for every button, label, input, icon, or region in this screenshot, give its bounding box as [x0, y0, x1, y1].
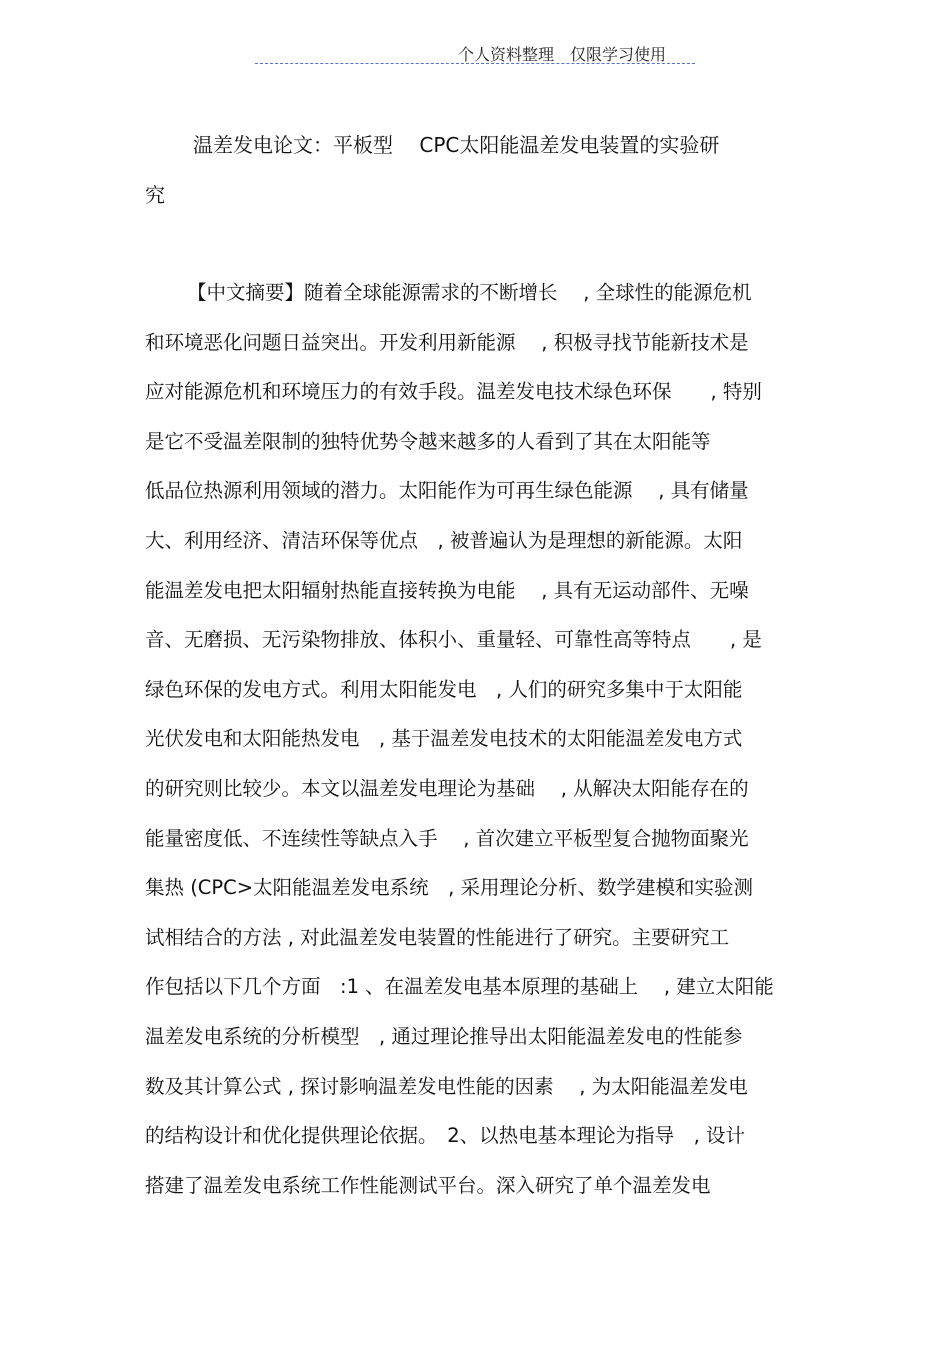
abstract-line: 的研究则比较少。本文以温差发电理论为基础 , 从解决太阳能存在的: [145, 776, 749, 800]
abstract-line: 低品位热源利用领域的潜力。太阳能作为可再生绿色能源 , 具有储量: [145, 479, 749, 503]
abstract-line: 是它不受温差限制的独特优势令越来越多的人看到了其在太阳能等: [145, 429, 711, 453]
abstract-line: 作包括以下几个方面 :1 、在温差发电基本原理的基础上 , 建立太阳能: [145, 975, 774, 999]
abstract-line: 试相结合的方法 , 对此温差发电装置的性能进行了研究。主要研究工: [145, 925, 730, 949]
abstract-body: [145, 268, 825, 1210]
abstract-line: 搭建了温差发电系统工作性能测试平台。深入研究了单个温差发电: [145, 1173, 711, 1197]
title-line: 温差发电论文：平板型 CPC太阳能温差发电装置的实验研: [193, 133, 720, 157]
abstract-line: 光伏发电和太阳能热发电 , 基于温差发电技术的太阳能温差发电方式: [145, 727, 743, 751]
abstract-line: 集热 (CPC>太阳能温差发电系统 , 采用理论分析、数学建模和实验测: [145, 876, 754, 900]
abstract-line: 绿色环保的发电方式。利用太阳能发电 , 人们的研究多集中于太阳能: [145, 677, 743, 701]
abstract-line: 能温差发电把太阳辐射热能直接转换为电能 , 具有无运动部件、无噪: [145, 578, 749, 602]
abstract-line: 和环境恶化问题日益突出。开发利用新能源 , 积极寻找节能新技术是: [145, 330, 749, 354]
abstract-line: 大、利用经济、清洁环保等优点 , 被普遍认为是理想的新能源。太阳: [145, 528, 743, 552]
document-title: [145, 120, 825, 220]
abstract-line: 的结构设计和优化提供理论依据。 2、以热电基本理论为指导 , 设计: [145, 1124, 746, 1148]
abstract-line: 应对能源危机和环境压力的有效手段。温差发电技术绿色环保 , 特别: [145, 380, 762, 404]
abstract-line: 温差发电系统的分析模型 , 通过理论推导出太阳能温差发电的性能参: [145, 1024, 743, 1048]
header-dashed-rule: [255, 63, 695, 64]
abstract-line: 能量密度低、不连续性等缺点入手 , 首次建立平板型复合抛物面聚光: [145, 826, 749, 850]
abstract-line: 音、无磨损、无污染物排放、体积小、重量轻、可靠性高等特点 , 是: [145, 628, 762, 652]
abstract-line: 数及其计算公式 , 探讨影响温差发电性能的因素 , 为太阳能温差发电: [145, 1074, 748, 1098]
header-text: 个人资料整理 仅限学习使用: [458, 45, 667, 64]
title-line: 究: [145, 183, 165, 207]
abstract-line: 【中文摘要】随着全球能源需求的不断增长 , 全球性的能源危机: [187, 281, 752, 304]
